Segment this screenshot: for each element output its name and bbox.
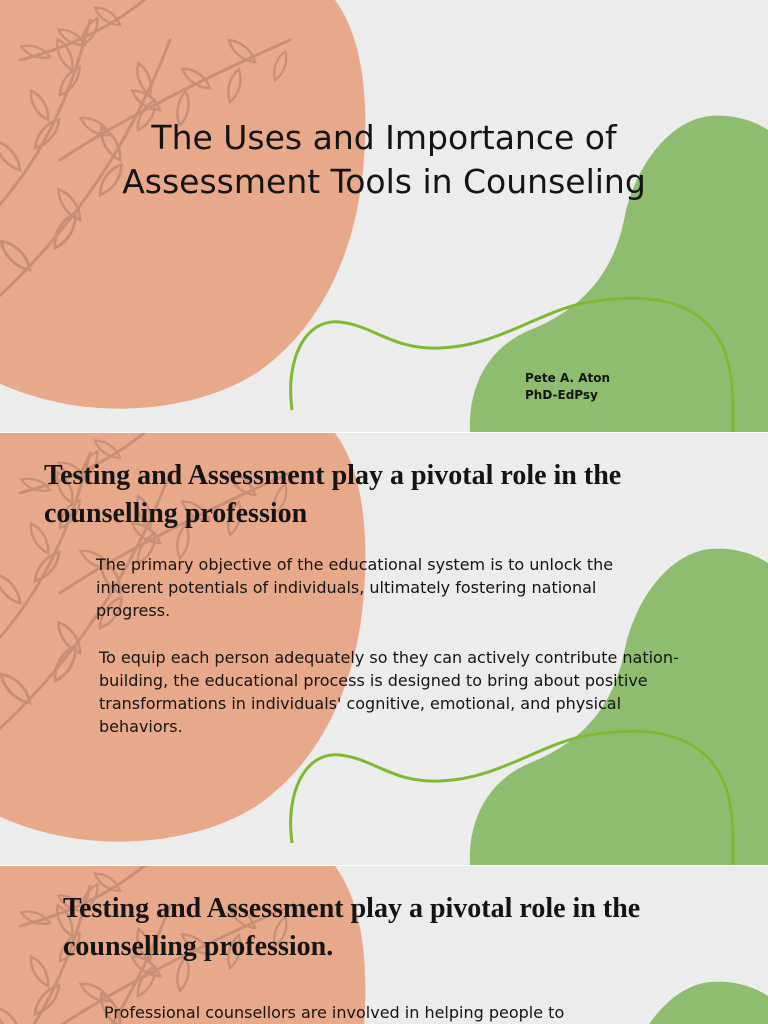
author-block bbox=[525, 370, 610, 404]
paragraph-nation-building: To equip each person adequately so they can actively contribute nation-building, the educational process is designed to bring about positive transformations in individuals' cognitive, emotional, and physical behaviors. bbox=[99, 648, 679, 736]
slide-title bbox=[0, 0, 768, 432]
decorative-background bbox=[0, 0, 768, 432]
slide-testing-role bbox=[0, 433, 768, 865]
peach-blob-shape bbox=[0, 0, 365, 409]
slide-heading: Testing and Assessment play a pivotal role in the counselling profession. bbox=[63, 893, 641, 962]
slide-heading: Testing and Assessment play a pivotal role in the counselling profession bbox=[44, 460, 622, 529]
slide-testing-role-continued bbox=[0, 866, 768, 1024]
author-credential: PhD-EdPsy bbox=[525, 388, 598, 402]
presentation-title: The Uses and Importance of Assessment Tools in Counseling bbox=[122, 118, 646, 201]
paragraph-counsellors: Professional counsellors are involved in helping people to bbox=[104, 1003, 565, 1022]
author-name: Pete A. Aton bbox=[525, 371, 611, 385]
paragraph-objective: The primary objective of the educational system is to unlock the inherent potentials of individuals, ultimately fostering national progress. bbox=[96, 555, 614, 620]
